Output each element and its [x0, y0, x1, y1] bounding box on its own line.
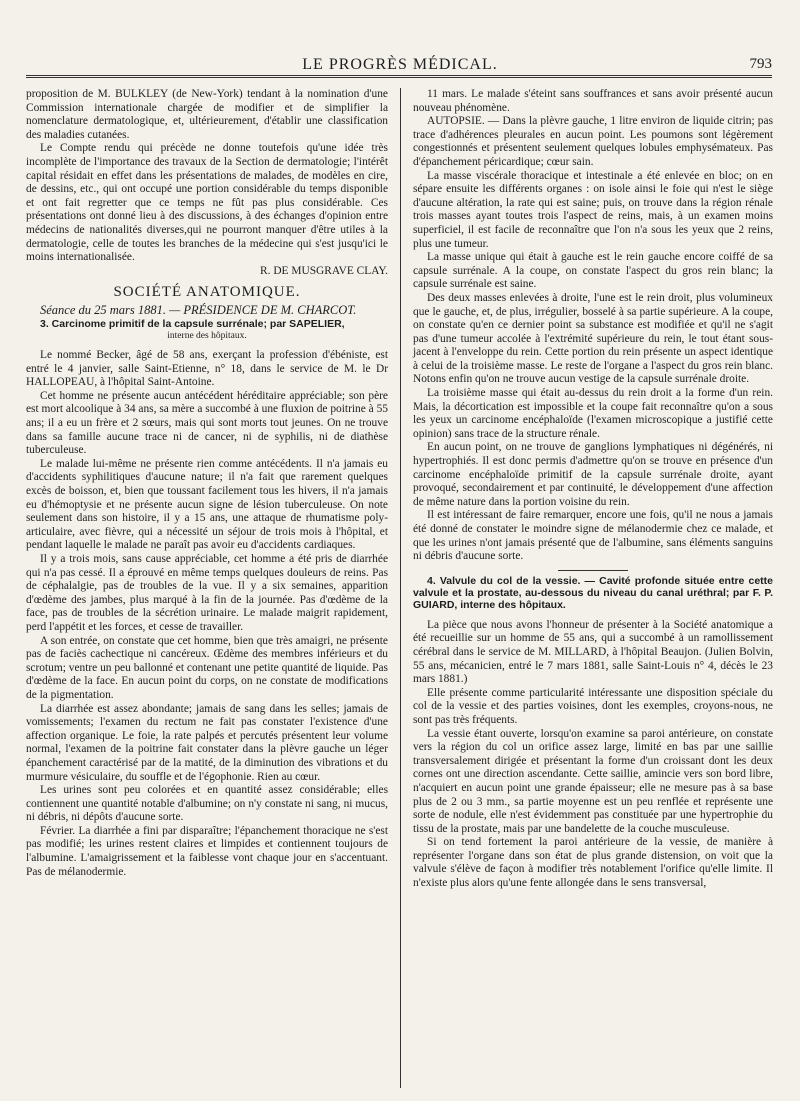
paragraph: La pièce que nous avons l'honneur de présenter à la Société anatomique a été recueillie sur un homme de 55 ans, qui a succombé à un ramollissement cérébral dans le service de M. MILLARD, à l'hôpital Beaujon. (Julien Bolvin, 55 ans, mécanicien, entré le 7 mars 1881, salle Saint-Louis n° 4, décès le 23 mars 1881.)	[413, 618, 773, 686]
right-column	[413, 88, 773, 891]
section-title: SOCIÉTÉ ANATOMIQUE.	[113, 284, 301, 301]
case-subtitle: interne des hôpitaux.	[167, 330, 247, 341]
paragraph: La masse unique qui était à gauche est le rein gauche encore coiffé de sa capsule surrénale. A la coupe, on constate l'aspect du gros rein blanc; la capsule surrénale est saine.	[413, 251, 773, 291]
column-divider	[400, 88, 401, 1088]
separator-rule	[558, 570, 628, 571]
running-header: LE PROGRÈS MÉDICAL.	[302, 56, 498, 73]
paragraph: Il est intéressant de faire remarquer, encore une fois, qu'il ne nous a jamais été donné de constater le moindre signe de mélanodermie chez ce malade, et que les urines n'ont jamais présenté que de l'albumine, sans éléments sanguins ni débris d'aucune sorte.	[413, 509, 773, 563]
paragraph: Le Compte rendu qui précède ne donne toutefois qu'une idée très incomplète de l'importance des travaux de la Section de dermatologie; l'intérêt capital résidait en effet dans les présentations de malades, de modèles en cire, de dessins, etc., qui ont occupé une portion considérable du temps disponible et ont fait regretter que ce temps ne fût pas plus considérable. Ces présentations ont donné lieu à des discussions, à des échanges d'opinion entre médecins de nationalités diverses,qui ne pourront manquer d'être utiles à la dermatologie, celle de toutes les branches de la médecine qui s'est jusqu'ici le moins internationalisée.	[26, 142, 388, 264]
case-title: 3. Carcinome primitif de la capsule surrénale; par SAPELIER,	[40, 317, 345, 330]
paragraph: En aucun point, on ne trouve de ganglions lymphatiques ni dégénérés, ni hypertrophiés. Il est donc permis d'admettre qu'on se trouve en présence d'un carcinome encéphaloïde primitif de la capsule surrénale droite, ayant provoqué, secondairement et par continuité, le développement d'une affection de même nature dans la portion voisine du rein.	[413, 441, 773, 508]
paragraph: proposition de M. BULKLEY (de New-York) tendant à la nomination d'une Commission internationale chargée de modifier et de simplifier la nomenclature dermatologique, et, ultérieurement, d'établir une classification des maladies cutanées.	[26, 88, 388, 141]
paragraph: Elle présente comme particularité intéressante une disposition spéciale du col de la vessie et des parties voisines, dont les exemples, croyons-nous, ne sont pas très fréquents.	[413, 686, 773, 726]
paragraph: AUTOPSIE. — Dans la plèvre gauche, 1 litre environ de liquide citrin; pas trace d'adhérences pleurales en aucun point. Les poumons sont légèrement congestionnés et présentent seulement quelques lobules emphysémateux. Pas d'épanchement péricardique; cœur sain.	[413, 115, 773, 168]
page-number: 793	[749, 56, 772, 72]
paragraph: Les urines sont peu colorées et en quantité assez considérable; elles contiennent une quantité notable d'albumine; on n'y constate ni sang, ni mucus, ni débris, ni dépôts d'aucune sorte.	[26, 784, 388, 824]
spacer	[413, 611, 773, 619]
paragraph: Le malade lui-même ne présente rien comme antécédents. Il n'a jamais eu d'accidents syphilitiques d'aucune nature; il n'a fait que rarement quelques excès de boisson, et, bien que toussant facilement tous les hivers, il n'a jamais eu d'hémoptysie et ne présente aucun signe de lésion tuberculeuse. On note seulement dans son histoire, il y a 15 ans, une attaque de rhumatisme poly-articulaire, avec fièvre, qui a nécessité un séjour de trois mois à l'hôpital, et pendant laquelle le malade ne paraît pas avoir eu d'accidents cardiaques.	[26, 457, 388, 552]
paragraph: 11 mars. Le malade s'éteint sans souffrances et sans avoir présenté aucun nouveau phénomène.	[413, 88, 773, 114]
paragraph: A son entrée, on constate que cet homme, bien que très amaigri, ne présente pas de faciès cachectique ni cancéreux. Œdème des membres inférieurs et du scrotum; ventre un peu ballonné et contenant une petite quantité de liquide. Pas d'œdème de la face. En aucun point du corps, on ne constate de modifications de la pigmentation.	[26, 634, 388, 701]
paragraph: Des deux masses enlevées à droite, l'une est le rein droit, plus volumineux que le gauche, et, de plus, irrégulier, bosselé à sa partie supérieure. A la coupe, on constate qu'en ce dernier point sa substance est modifiée et qu'il ne s'agit pas d'une tumeur accolée à l'extrémité supérieure du rein, le tout étant sous-jacent à l'enveloppe du rein. Cette portion du rein présente un aspect identique à celui de la troisième masse. Le reste de l'organe a l'aspect du gros rein blanc. Notons enfin qu'on ne trouve aucun vestige de la capsule surrénale droite.	[413, 291, 773, 386]
paragraph: La diarrhée est assez abondante; jamais de sang dans les selles; jamais de vomissements; l'examen du rectum ne fait pas constater l'existence d'une affection organique. Le foie, la rate palpés et percutés présentent leur volume normal, l'examen de la poitrine fait constater dans la plèvre gauche un léger épanchement caractérisé par de la matité, de la diminution des vibrations et du murmure vésiculaire, du souffle et de l'égophonie. Rien au cœur.	[26, 702, 388, 783]
signature: R. DE MUSGRAVE CLAY.	[260, 264, 388, 277]
paragraph: Le nommé Becker, âgé de 58 ans, exerçant la profession d'ébéniste, est entré le 4 janvier, salle Saint-Etienne, n° 18, dans le service de M. le Dr HALLOPEAU, à l'hôpital Saint-Antoine.	[26, 349, 388, 389]
case-title: 4. Valvule du col de la vessie. — Cavité profonde située entre cette valvule et la prostate, au-dessous du niveau du canal uréthral; par F. P. GUIARD, interne des hôpitaux.	[413, 574, 773, 611]
header-rule	[26, 75, 772, 80]
session-heading: Séance du 25 mars 1881. — PRÉSIDENCE DE M. CHARCOT.	[40, 302, 357, 317]
paragraph: Cet homme ne présente aucun antécédent héréditaire appréciable; son père est mort alcoolique à 34 ans, sa mère a succombé à une fluxion de poitrine à 55 ans; il a eu un frère et 2 sœurs, mais qui sont morts tout jeunes. On ne trouve dans sa famille aucune trace ni de cancer, ni de syphilis, ni de diathèse tuberculeuse.	[26, 389, 388, 457]
paragraph: Si on tend fortement la paroi antérieure de la vessie, de manière à représenter l'organe dans son état de plus grande distension, on voit que la valvule s'élève de façon à modifier très notablement l'orifice qu'elle limite. Il n'existe plus alors qu'une fente allongée dans le sens transversal,	[413, 836, 773, 890]
paragraph: Février. La diarrhée a fini par disparaître; l'épanchement thoracique ne s'est pas modifié; les urines restent claires et limpides et contiennent toujours de l'albumine. L'amaigrissement et la faiblesse vont chaque jour en s'accentuant. Pas de mélanodermie.	[26, 824, 388, 878]
paragraph: La masse viscérale thoracique et intestinale a été enlevée en bloc; on en sépare ensuite les différents organes : on isole ainsi le foie qui n'est le siège d'aucune altération, la rate qui est saine; puis, on trouve dans la région rénale trois masses ayant toutes trois l'aspect de reins, mais, à un examen moins superficiel, il est facile de reconnaître que l'on n'a sous les yeux que 2 reins, plus une tumeur.	[413, 169, 773, 250]
paragraph: La vessie étant ouverte, lorsqu'on examine sa paroi antérieure, on constate vers la région du col un orifice assez large, limité en bas par une saillie transversalement dirigée et présentant la forme d'un croissant dont les deux cornes ont une direction ascendante. Cette saillie, amincie vers son bord libre, n'acquiert en aucun point une grande épaisseur; elle ne mesure pas à sa base plus de 2 ou 3 mm., sa partie moyenne est un peu renflée et représente une sorte de nodule, elle n'est évidemment pas constituée par une hypertrophie du tissu de la prostate, mais par une bandelette de la couche musculeuse.	[413, 727, 773, 835]
left-column	[26, 88, 388, 879]
paragraph: La troisième masse qui était au-dessus du rein droit a la forme d'un rein. Mais, la décortication est impossible et la coupe fait reconnaître qu'on a sous les yeux un carcinome encéphaloïde (l'examen microscopique a justifié cette opinion) sans trace de la structure rénale.	[413, 387, 773, 440]
paragraph: Il y a trois mois, sans cause appréciable, cet homme a été pris de diarrhée qui n'a pas cessé. Il a éprouvé en même temps quelques douleurs de reins. Pas de céphalalgie, pas de troubles de la vue. Il y a six semaines, apparition d'œdème des jambes, plus marqué à la fin de la journée. Pas d'œdème de la face, pas de troubles de la sécrétion urinaire. Le malade maigrit rapidement, perd l'appétit et les forces, et cesse de travailler.	[26, 553, 388, 633]
